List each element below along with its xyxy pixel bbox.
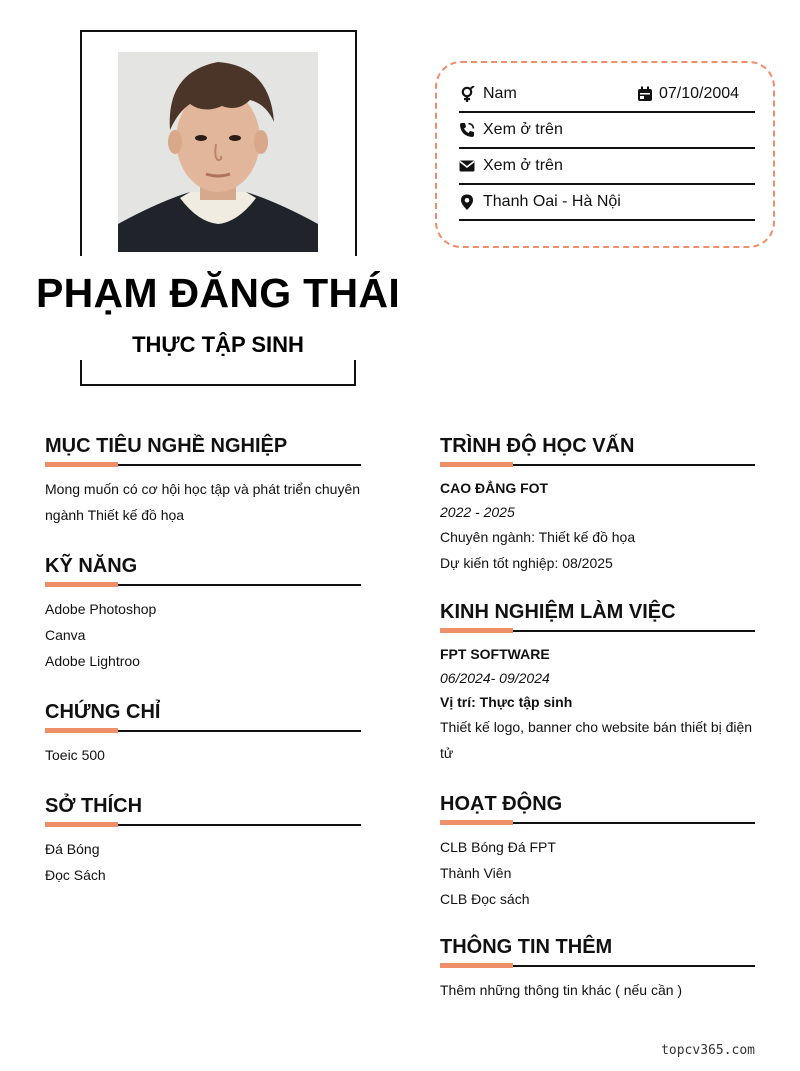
section-heading: TRÌNH ĐỘ HỌC VẤN [440,435,635,457]
section-education [440,432,755,576]
education-period: 2022 - 2025 [440,504,515,520]
career-text-line: Mong muốn có cơ hội học tập và phát triển chuyên [45,481,361,497]
experience-desc-line: tử [440,745,454,761]
section-divider [45,462,361,467]
phone-icon [459,122,475,138]
section-extra-info [440,933,755,1003]
section-career-objective [45,432,361,528]
section-divider [45,728,361,733]
section-heading: MỤC TIÊU NGHỀ NGHIỆP [45,435,288,457]
hobby-item: Đọc Sách [45,867,106,883]
career-text-line: ngành Thiết kế đồ họa [45,507,185,523]
section-heading: KỸ NĂNG [45,555,138,577]
photo-frame-bottom [80,360,356,386]
section-hobbies [45,792,361,888]
company-name: FPT SOFTWARE [440,646,550,662]
address-value: Thanh Oai - Hà Nội [483,193,621,210]
section-certificates [45,698,361,768]
profile-photo [118,52,318,252]
activity-item: Thành Viên [440,865,512,881]
section-experience [440,598,755,766]
calendar-icon [637,86,653,102]
section-divider [45,822,361,827]
contact-row-email [459,149,755,185]
candidate-name: PHẠM ĐĂNG THÁI [35,270,401,316]
skill-item: Adobe Lightroo [45,653,140,669]
experience-period: 06/2024- 09/2024 [440,670,550,686]
gender-icon [459,86,475,102]
section-divider [45,582,361,587]
skill-item: Canva [45,627,86,643]
section-heading: SỞ THÍCH [45,795,143,817]
contact-row-phone [459,113,755,149]
hobby-item: Đá Bóng [45,841,100,857]
experience-desc-line: Thiết kế logo, banner cho website bán thiết bị điện [440,719,753,735]
email-icon [459,158,475,174]
section-activities [440,790,755,912]
section-heading: KINH NGHIỆM LÀM VIỆC [440,601,676,623]
section-heading: CHỨNG CHỈ [45,701,161,723]
contact-row-address [459,185,755,221]
location-pin-icon [459,194,475,210]
extra-item: Thêm những thông tin khác ( nếu cần ) [440,982,683,998]
contact-box [435,61,775,248]
gender-value: Nam [483,85,517,102]
experience-position: Vị trí: Thực tập sinh [440,694,573,710]
skill-item: Adobe Photoshop [45,601,157,617]
education-major: Chuyên ngành: Thiết kế đồ họa [440,529,636,545]
education-graduation: Dự kiến tốt nghiệp: 08/2025 [440,555,613,571]
footer-watermark[interactable]: topcv365.com [661,1043,755,1058]
section-divider [440,462,755,467]
school-name: CAO ĐẲNG FOT [440,480,549,496]
section-skills [45,552,361,674]
activity-item: CLB Đọc sách [440,891,530,907]
activity-item: CLB Bóng Đá FPT [440,839,556,855]
phone-value: Xem ở trên [483,121,563,138]
contact-row-gender-dob [459,77,755,113]
dob-value: 07/10/2004 [659,85,740,102]
section-divider [440,820,755,825]
section-divider [440,963,755,968]
section-heading: HOẠT ĐỘNG [440,793,563,815]
candidate-title: THỰC TẬP SINH [132,332,304,357]
section-heading: THÔNG TIN THÊM [440,936,613,958]
cert-item: Toeic 500 [45,747,105,763]
section-divider [440,628,755,633]
email-value: Xem ở trên [483,157,563,174]
